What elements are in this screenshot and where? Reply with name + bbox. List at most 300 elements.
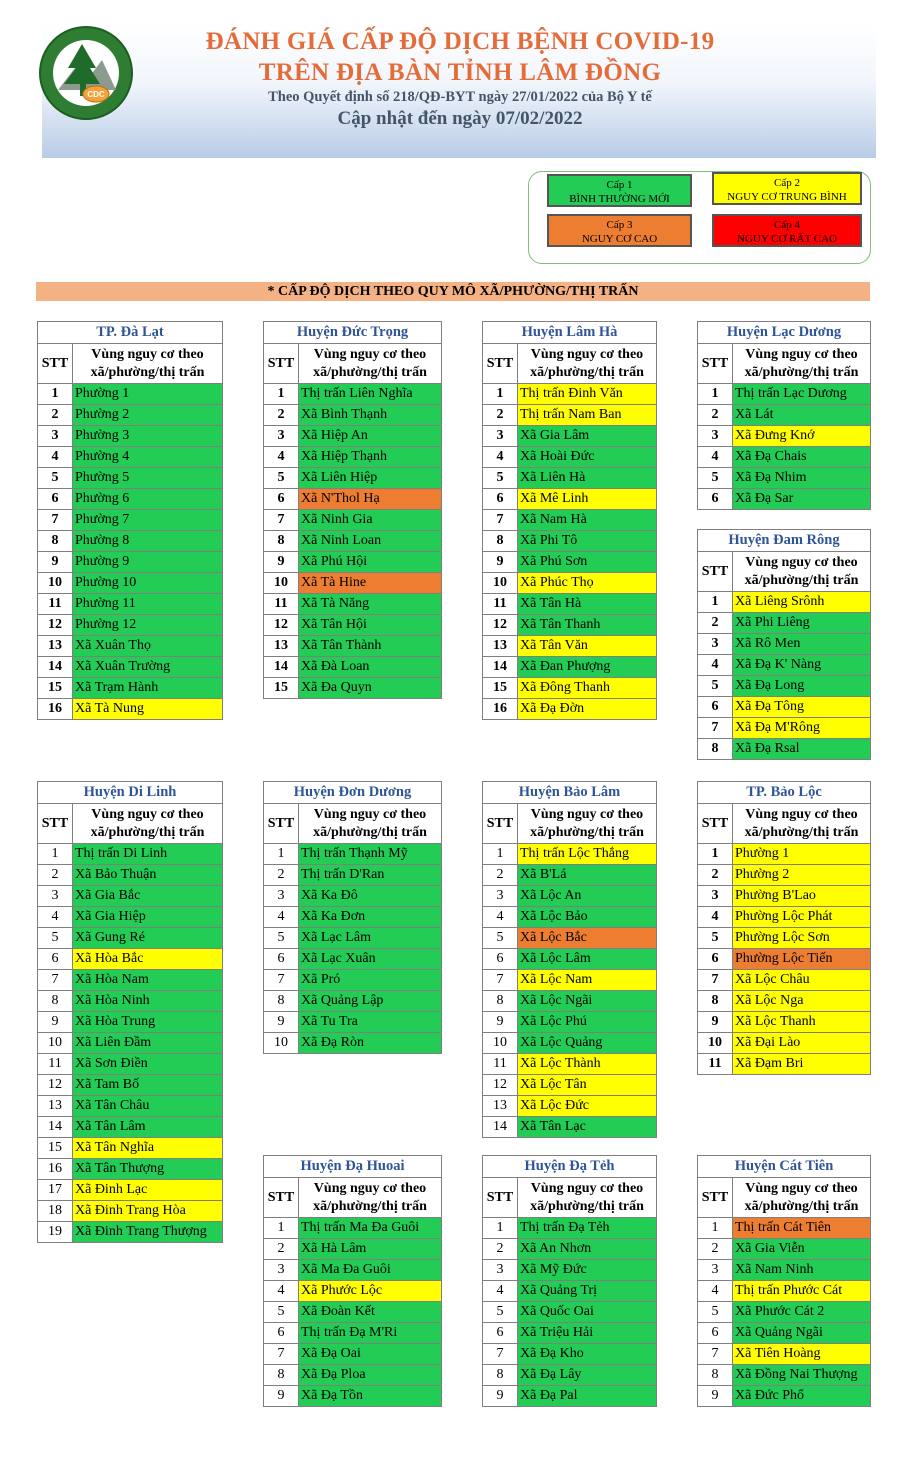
row-area-name: Xã Đạ Chais — [733, 447, 871, 468]
row-stt: 2 — [38, 865, 73, 886]
table-row — [698, 865, 871, 886]
district-title-row — [698, 782, 871, 804]
column-header-row — [483, 1178, 657, 1218]
row-stt: 6 — [264, 1323, 299, 1344]
row-area-name: Xã Lộc Châu — [733, 970, 871, 991]
district-name: Huyện Đơn Dương — [264, 782, 442, 804]
table-row — [698, 1323, 871, 1344]
col-area-header — [299, 344, 442, 384]
row-area-name: Xã Xuân Trường — [73, 657, 223, 678]
table-row — [698, 739, 871, 760]
row-area-name: Xã Mê Linh — [518, 489, 657, 510]
col-area-header-line2: xã/phường/thị trấn — [313, 364, 427, 380]
table-row — [38, 1117, 223, 1138]
row-stt: 8 — [264, 1365, 299, 1386]
col-area-header-line1: Vùng nguy cơ theo — [530, 346, 644, 362]
table-row — [264, 844, 442, 865]
row-area-name: Xã Đinh Trang Hòa — [73, 1201, 223, 1222]
table-row — [38, 1138, 223, 1159]
table-row — [698, 489, 871, 510]
col-area-header-line1: Vùng nguy cơ theo — [91, 806, 204, 822]
district-table — [697, 781, 871, 1075]
row-stt: 2 — [698, 1239, 733, 1260]
row-stt: 5 — [264, 1302, 299, 1323]
row-area-name: Xã Lộc Thanh — [733, 1012, 871, 1033]
row-stt: 1 — [483, 384, 518, 405]
district-name: Huyện Lạc Dương — [698, 322, 871, 344]
row-area-name: Thị trấn Liên Nghĩa — [299, 384, 442, 405]
row-area-name: Xã Hiệp An — [299, 426, 442, 447]
table-row — [483, 1218, 657, 1239]
district-name: Huyện Đức Trọng — [264, 322, 442, 344]
row-stt: 6 — [483, 489, 518, 510]
row-area-name: Thị trấn Nam Ban — [518, 405, 657, 426]
row-area-name: Xã Đạ Ploa — [299, 1365, 442, 1386]
table-row — [483, 531, 657, 552]
row-area-name: Xã Nam Ninh — [733, 1260, 871, 1281]
row-area-name: Xã Đạ Kho — [518, 1344, 657, 1365]
table-row — [698, 1218, 871, 1239]
row-stt: 14 — [483, 1117, 518, 1138]
col-stt-header: STT — [483, 344, 518, 384]
table-row — [38, 426, 223, 447]
district-table — [37, 321, 223, 720]
row-area-name: Xã Đồng Nai Thượng — [733, 1365, 871, 1386]
table-row — [698, 1365, 871, 1386]
district-table — [697, 1155, 871, 1407]
row-stt: 1 — [698, 384, 733, 405]
table-row — [483, 1033, 657, 1054]
row-stt: 2 — [483, 405, 518, 426]
row-area-name: Xã Lộc Lâm — [518, 949, 657, 970]
row-stt: 9 — [264, 1386, 299, 1407]
row-area-name: Xã Lộc Nga — [733, 991, 871, 1012]
column-header-row — [38, 804, 223, 844]
table-row — [264, 657, 442, 678]
district-table — [482, 321, 657, 720]
table-row — [698, 991, 871, 1012]
table-row — [483, 928, 657, 949]
table-row — [483, 594, 657, 615]
table-row — [38, 907, 223, 928]
row-area-name: Xã Tiên Hoàng — [733, 1344, 871, 1365]
row-stt: 3 — [264, 1260, 299, 1281]
table-row — [264, 1302, 442, 1323]
table-row — [698, 405, 871, 426]
col-area-header-line2: xã/phường/thị trấn — [90, 824, 205, 840]
district-table — [37, 781, 223, 1243]
row-area-name: Xã Đạ Đờn — [518, 699, 657, 720]
col-area-header — [299, 1178, 442, 1218]
row-area-name: Xã Tà Hine — [299, 573, 442, 594]
row-stt: 18 — [38, 1201, 73, 1222]
row-stt: 9 — [38, 552, 73, 573]
row-stt: 2 — [698, 613, 733, 634]
row-area-name: Xã Sơn Điền — [73, 1054, 223, 1075]
table-row — [264, 468, 442, 489]
row-area-name: Thị trấn Đạ Tẻh — [518, 1218, 657, 1239]
table-row — [483, 699, 657, 720]
table-row — [264, 594, 442, 615]
row-area-name: Xã Tu Tra — [299, 1012, 442, 1033]
col-area-header — [733, 552, 871, 592]
row-stt: 19 — [38, 1222, 73, 1243]
row-stt: 4 — [264, 907, 299, 928]
row-stt: 4 — [264, 447, 299, 468]
row-stt: 10 — [698, 1033, 733, 1054]
row-stt: 7 — [698, 718, 733, 739]
table-row — [698, 1033, 871, 1054]
col-stt-header: STT — [698, 804, 733, 844]
cdc-logo — [34, 24, 139, 122]
row-area-name: Xã Tân Lâm — [73, 1117, 223, 1138]
row-stt: 2 — [698, 405, 733, 426]
table-row — [698, 1239, 871, 1260]
row-stt: 9 — [483, 1386, 518, 1407]
row-area-name: Thị trấn Phước Cát — [733, 1281, 871, 1302]
table-row — [264, 426, 442, 447]
column-header-row — [698, 344, 871, 384]
row-stt: 5 — [698, 1302, 733, 1323]
row-area-name: Xã Hiệp Thạnh — [299, 447, 442, 468]
col-area-header-line2: xã/phường/thị trấn — [313, 824, 427, 840]
col-stt-header: STT — [698, 552, 733, 592]
row-area-name: Xã Đạ Ròn — [299, 1033, 442, 1054]
row-stt: 11 — [483, 1054, 518, 1075]
row-stt: 1 — [483, 844, 518, 865]
col-area-header — [733, 804, 871, 844]
col-area-header-line2: xã/phường/thị trấn — [744, 364, 859, 380]
row-area-name: Xã Đạ Pal — [518, 1386, 657, 1407]
legend-level3: Cấp 3 NGUY CƠ CAO — [547, 214, 692, 247]
row-area-name: Xã Đạ Tồn — [299, 1386, 442, 1407]
row-area-name: Xã Lộc Bắc — [518, 928, 657, 949]
table-row — [38, 970, 223, 991]
row-stt: 8 — [698, 1365, 733, 1386]
table-row — [698, 592, 871, 613]
table-row — [483, 510, 657, 531]
row-stt: 6 — [264, 489, 299, 510]
row-area-name: Thị trấn Đạ M'Ri — [299, 1323, 442, 1344]
row-area-name: Phường 1 — [73, 384, 223, 405]
row-area-name: Xã Lộc An — [518, 886, 657, 907]
table-row — [38, 1033, 223, 1054]
row-stt: 4 — [38, 907, 73, 928]
col-stt-header: STT — [38, 344, 73, 384]
row-stt: 3 — [483, 1260, 518, 1281]
row-area-name: Xã Hòa Bắc — [73, 949, 223, 970]
page-title-line2: TRÊN ĐỊA BÀN TỈNH LÂM ĐỒNG — [258, 59, 662, 86]
district-table — [263, 1155, 442, 1407]
table-row — [483, 949, 657, 970]
row-stt: 4 — [483, 447, 518, 468]
row-area-name: Xã Phú Sơn — [518, 552, 657, 573]
row-area-name: Xã Đinh Lạc — [73, 1180, 223, 1201]
district-title-row — [698, 1156, 871, 1178]
row-area-name: Xã Đạ Nhim — [733, 468, 871, 489]
column-header-row — [38, 344, 223, 384]
row-stt: 12 — [264, 615, 299, 636]
col-area-header-line1: Vùng nguy cơ theo — [313, 346, 427, 362]
table-row — [264, 636, 442, 657]
row-area-name: Xã Lộc Tân — [518, 1075, 657, 1096]
table-row — [38, 510, 223, 531]
col-area-header-line2: xã/phường/thị trấn — [744, 824, 859, 840]
row-area-name: Xã Lộc Thành — [518, 1054, 657, 1075]
table-row — [38, 1075, 223, 1096]
row-area-name: Xã Đạm Bri — [733, 1054, 871, 1075]
col-area-header-line2: xã/phường/thị trấn — [90, 364, 205, 380]
table-row — [264, 573, 442, 594]
row-area-name: Phường Lộc Tiến — [733, 949, 871, 970]
row-stt: 12 — [483, 1075, 518, 1096]
row-stt: 1 — [264, 384, 299, 405]
table-row — [38, 928, 223, 949]
row-stt: 9 — [483, 552, 518, 573]
table-row — [483, 1260, 657, 1281]
row-area-name: Xã Ka Đơn — [299, 907, 442, 928]
table-row — [38, 1096, 223, 1117]
column-header-row — [483, 344, 657, 384]
row-area-name: Xã Lộc Quảng — [518, 1033, 657, 1054]
col-area-header — [518, 344, 657, 384]
col-area-header-line2: xã/phường/thị trấn — [744, 572, 859, 588]
row-stt: 9 — [698, 1386, 733, 1407]
row-area-name: Xã Gia Hiệp — [73, 907, 223, 928]
row-area-name: Xã Đạ Tông — [733, 697, 871, 718]
row-stt: 7 — [483, 1344, 518, 1365]
row-area-name: Xã Đạ Rsal — [733, 739, 871, 760]
row-area-name: Xã Tân Lạc — [518, 1117, 657, 1138]
table-row — [698, 384, 871, 405]
row-area-name: Xã Gia Lâm — [518, 426, 657, 447]
row-area-name: Xã Tân Châu — [73, 1096, 223, 1117]
table-row — [264, 928, 442, 949]
row-stt: 1 — [698, 592, 733, 613]
col-stt-header: STT — [483, 804, 518, 844]
row-stt: 4 — [483, 1281, 518, 1302]
col-stt-header: STT — [264, 344, 299, 384]
row-area-name: Xã Ninh Gia — [299, 510, 442, 531]
district-table — [697, 529, 871, 760]
row-stt: 16 — [38, 699, 73, 720]
row-stt: 9 — [38, 1012, 73, 1033]
table-row — [264, 1323, 442, 1344]
column-header-row — [264, 804, 442, 844]
table-row — [38, 1012, 223, 1033]
row-stt: 2 — [483, 865, 518, 886]
row-stt: 13 — [38, 1096, 73, 1117]
col-area-header-line1: Vùng nguy cơ theo — [530, 806, 644, 822]
row-area-name: Xã Đạ M'Rông — [733, 718, 871, 739]
row-stt: 1 — [698, 1218, 733, 1239]
district-name: Huyện Di Linh — [38, 782, 223, 804]
table-row — [698, 468, 871, 489]
row-area-name: Xã Đoàn Kết — [299, 1302, 442, 1323]
row-area-name: Xã Phi Liêng — [733, 613, 871, 634]
row-area-name: Xã Nam Hà — [518, 510, 657, 531]
row-area-name: Xã Hoài Đức — [518, 447, 657, 468]
district-title-row — [264, 1156, 442, 1178]
row-stt: 4 — [698, 907, 733, 928]
row-stt: 7 — [698, 1344, 733, 1365]
table-row — [483, 657, 657, 678]
row-stt: 5 — [483, 1302, 518, 1323]
row-stt: 10 — [483, 573, 518, 594]
row-area-name: Xã Tân Thượng — [73, 1159, 223, 1180]
page-subtitle: Theo Quyết định số 218/QĐ-BYT ngày 27/01/2022 của Bộ Y tế — [268, 89, 652, 105]
district-table — [482, 1155, 657, 1407]
row-area-name: Xã B'Lá — [518, 865, 657, 886]
table-row — [264, 1012, 442, 1033]
row-stt: 10 — [483, 1033, 518, 1054]
col-stt-header: STT — [483, 1178, 518, 1218]
row-stt: 3 — [483, 426, 518, 447]
row-area-name: Xã Đức Phổ — [733, 1386, 871, 1407]
table-row — [483, 615, 657, 636]
row-area-name: Phường 6 — [73, 489, 223, 510]
table-row — [483, 907, 657, 928]
district-table — [263, 781, 442, 1054]
row-area-name: Thị trấn Đinh Văn — [518, 384, 657, 405]
table-row — [698, 718, 871, 739]
row-stt: 8 — [264, 991, 299, 1012]
row-stt: 6 — [483, 949, 518, 970]
legend-level1: Cấp 1 BÌNH THƯỜNG MỚI — [547, 174, 692, 207]
row-stt: 10 — [264, 573, 299, 594]
col-area-header — [733, 1178, 871, 1218]
table-row — [264, 1218, 442, 1239]
row-stt: 4 — [698, 447, 733, 468]
row-stt: 5 — [698, 468, 733, 489]
table-row — [264, 447, 442, 468]
table-row — [38, 552, 223, 573]
table-row — [38, 844, 223, 865]
table-row — [38, 699, 223, 720]
table-row — [698, 1054, 871, 1075]
col-area-header — [73, 344, 223, 384]
row-area-name: Xã Đạ K' Nàng — [733, 655, 871, 676]
row-stt: 7 — [38, 510, 73, 531]
table-row — [483, 1012, 657, 1033]
row-stt: 16 — [483, 699, 518, 720]
row-stt: 3 — [38, 426, 73, 447]
table-row — [698, 447, 871, 468]
district-name: Huyện Đạ Huoai — [264, 1156, 442, 1178]
row-area-name: Xã Phước Cát 2 — [733, 1302, 871, 1323]
row-stt: 5 — [698, 928, 733, 949]
row-area-name: Phường B'Lao — [733, 886, 871, 907]
row-area-name: Xã Pró — [299, 970, 442, 991]
row-area-name: Xã Quảng Trị — [518, 1281, 657, 1302]
col-area-header — [299, 804, 442, 844]
row-stt: 1 — [483, 1218, 518, 1239]
col-area-header — [518, 804, 657, 844]
row-stt: 13 — [483, 1096, 518, 1117]
table-row — [264, 1281, 442, 1302]
row-area-name: Xã Liên Hiệp — [299, 468, 442, 489]
table-row — [483, 573, 657, 594]
table-row — [483, 970, 657, 991]
row-area-name: Xã Gung Ré — [73, 928, 223, 949]
table-row — [264, 1344, 442, 1365]
row-stt: 10 — [38, 573, 73, 594]
col-area-header — [73, 804, 223, 844]
table-row — [483, 991, 657, 1012]
district-title-row — [698, 530, 871, 552]
table-row — [38, 489, 223, 510]
table-row — [483, 552, 657, 573]
table-row — [483, 1096, 657, 1117]
row-area-name: Xã Gia Bắc — [73, 886, 223, 907]
row-stt: 4 — [698, 1281, 733, 1302]
table-row — [264, 907, 442, 928]
row-area-name: Xã Tà Nung — [73, 699, 223, 720]
table-row — [38, 991, 223, 1012]
row-stt: 3 — [698, 1260, 733, 1281]
table-row — [483, 1302, 657, 1323]
row-stt: 14 — [38, 657, 73, 678]
col-area-header-line1: Vùng nguy cơ theo — [745, 1180, 858, 1196]
row-stt: 3 — [264, 426, 299, 447]
row-stt: 11 — [698, 1054, 733, 1075]
col-area-header-line1: Vùng nguy cơ theo — [745, 346, 858, 362]
row-area-name: Xã Liên Đầm — [73, 1033, 223, 1054]
district-name: TP. Bảo Lộc — [698, 782, 871, 804]
district-name: Huyện Bảo Lâm — [483, 782, 657, 804]
row-area-name: Xã Tân Văn — [518, 636, 657, 657]
col-area-header — [733, 344, 871, 384]
table-row — [38, 573, 223, 594]
update-date: Cập nhật đến ngày 07/02/2022 — [337, 108, 583, 129]
row-area-name: Xã An Nhơn — [518, 1239, 657, 1260]
district-title-row — [264, 322, 442, 344]
row-stt: 17 — [38, 1180, 73, 1201]
district-title-row — [483, 782, 657, 804]
table-row — [38, 886, 223, 907]
row-area-name: Xã Lộc Đức — [518, 1096, 657, 1117]
row-area-name: Xã Lộc Phú — [518, 1012, 657, 1033]
table-row — [483, 865, 657, 886]
row-stt: 4 — [264, 1281, 299, 1302]
row-area-name: Phường 8 — [73, 531, 223, 552]
row-area-name: Xã Tân Thanh — [518, 615, 657, 636]
row-stt: 3 — [698, 634, 733, 655]
row-area-name: Phường 10 — [73, 573, 223, 594]
row-stt: 6 — [698, 489, 733, 510]
row-area-name: Xã Hòa Nam — [73, 970, 223, 991]
row-stt: 6 — [698, 697, 733, 718]
row-area-name: Xã Mỹ Đức — [518, 1260, 657, 1281]
column-header-row — [698, 552, 871, 592]
legend-level2: Cấp 2 NGUY CƠ TRUNG BÌNH — [712, 172, 862, 205]
row-stt: 2 — [38, 405, 73, 426]
table-row — [483, 1344, 657, 1365]
row-area-name: Xã Đan Phượng — [518, 657, 657, 678]
row-stt: 13 — [38, 636, 73, 657]
row-stt: 8 — [38, 991, 73, 1012]
table-row — [264, 949, 442, 970]
table-row — [483, 468, 657, 489]
row-area-name: Thị trấn D'Ran — [299, 865, 442, 886]
legend-box — [528, 171, 871, 264]
row-area-name: Phường 9 — [73, 552, 223, 573]
table-row — [264, 510, 442, 531]
table-row — [698, 907, 871, 928]
row-stt: 2 — [264, 1239, 299, 1260]
col-area-header-line1: Vùng nguy cơ theo — [91, 346, 204, 362]
row-stt: 12 — [38, 615, 73, 636]
